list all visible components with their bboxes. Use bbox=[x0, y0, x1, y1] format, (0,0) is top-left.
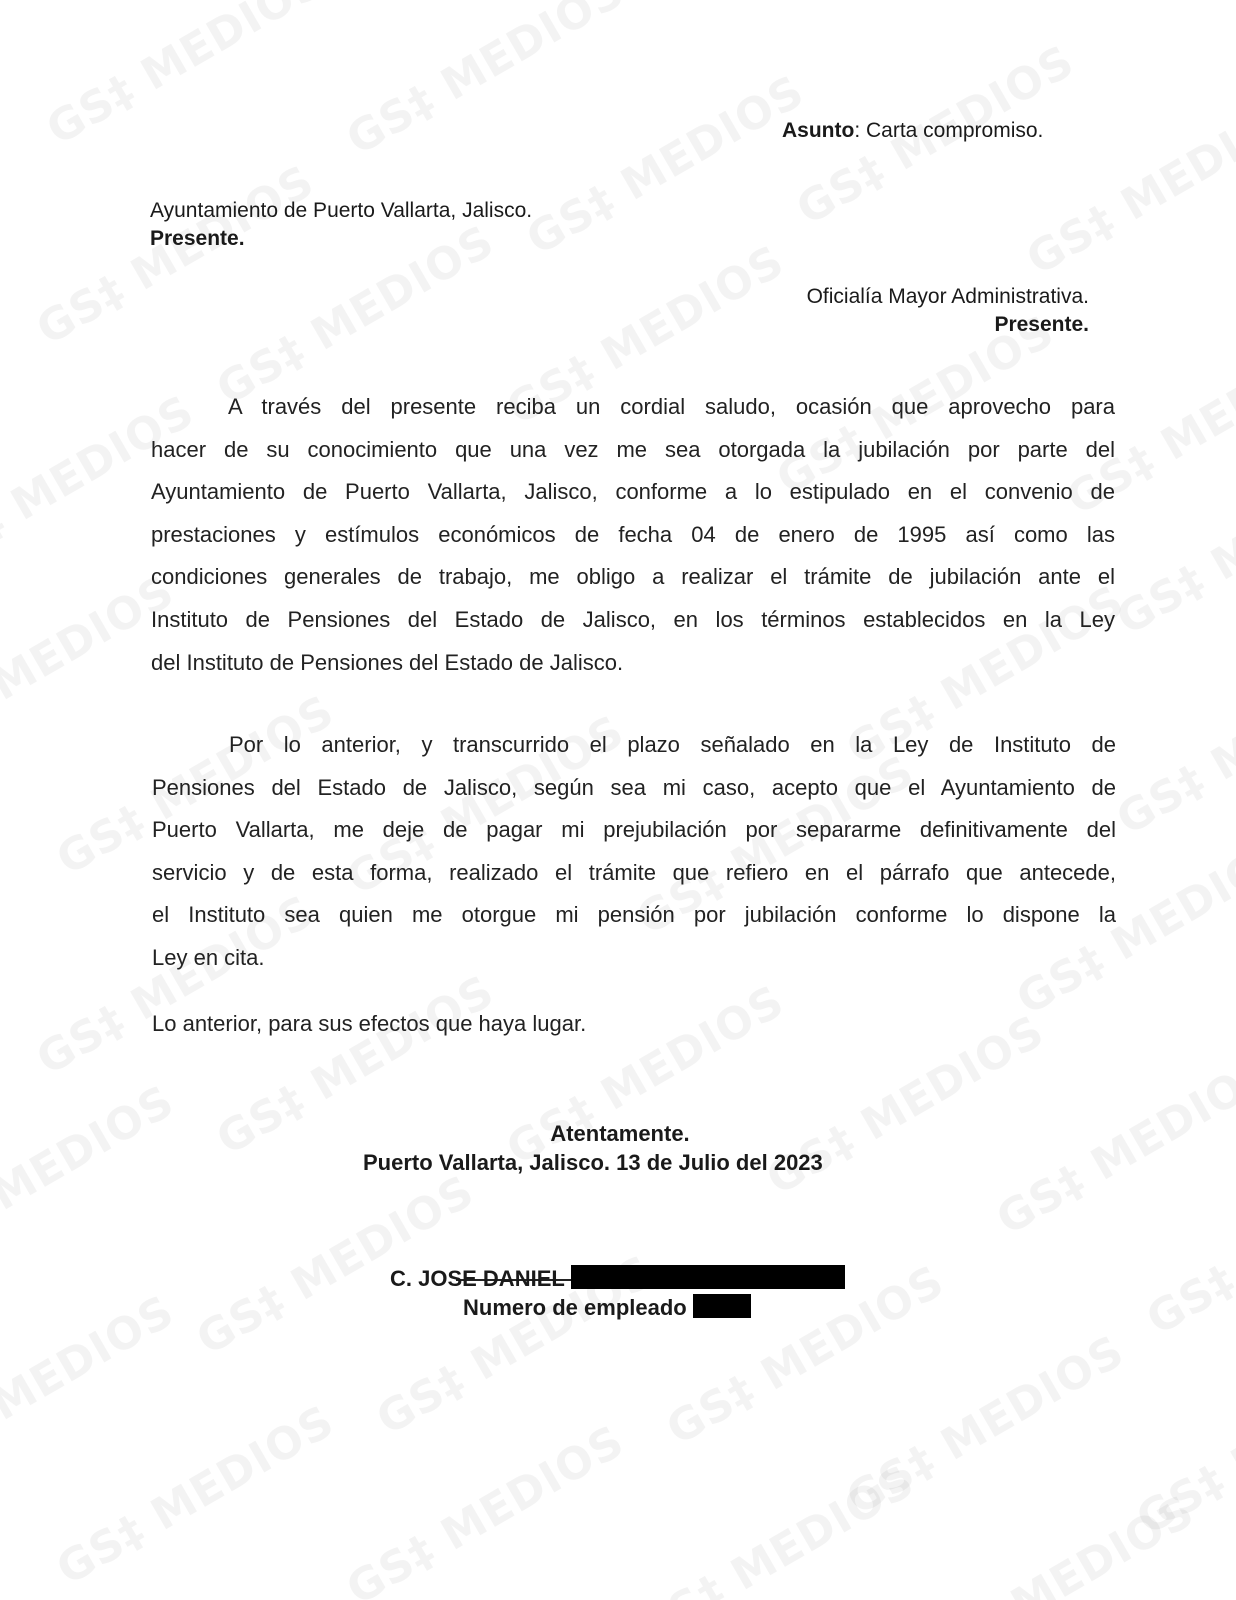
employee-number-label: Numero de empleado bbox=[463, 1295, 687, 1320]
watermark bbox=[988, 1046, 1236, 1246]
watermark bbox=[0, 1286, 183, 1486]
watermark bbox=[1018, 86, 1236, 286]
watermark bbox=[518, 66, 813, 266]
body-paragraph-2 bbox=[152, 724, 1116, 980]
closing-line: Lo anterior, para sus efectos que haya lugar. bbox=[152, 1011, 587, 1036]
watermark bbox=[0, 1076, 183, 1276]
watermark bbox=[1128, 1346, 1236, 1546]
body-paragraph-1 bbox=[151, 386, 1115, 684]
watermark bbox=[628, 1456, 923, 1600]
signer-block bbox=[390, 1265, 845, 1290]
watermark bbox=[838, 1326, 1133, 1526]
employee-number-block bbox=[463, 1294, 751, 1319]
recipient-2-presente: Presente. bbox=[994, 313, 1089, 336]
recipient-1-presente: Presente. bbox=[150, 227, 245, 250]
paragraph-line: condiciones generales de trabajo, me obligo a realizar el trámite de jubilación ante el bbox=[151, 564, 1115, 590]
paragraph-line: Por lo anterior, y transcurrido el plazo señalado en la Ley de Instituto de bbox=[229, 732, 1116, 757]
recipient-2-name: Oficialía Mayor Administrativa. bbox=[806, 285, 1089, 308]
paragraph-line: Ley en cita. bbox=[152, 944, 265, 970]
watermark bbox=[1108, 646, 1236, 846]
paragraph-line: A través del presente reciba un cordial saludo, ocasión que aprovecho para bbox=[228, 394, 1115, 419]
paragraph-line: Ayuntamiento de Puerto Vallarta, Jalisco, conforme a lo estipulado en el convenio de bbox=[151, 479, 1115, 505]
watermark bbox=[758, 1006, 1053, 1206]
paragraph-line: Puerto Vallarta, me deje de pagar mi prejubilación por separarme definitivamente del bbox=[152, 817, 1116, 843]
paragraph-line: prestaciones y estímulos económicos de fecha 04 de enero de 1995 así como las bbox=[151, 521, 1115, 547]
paragraph-line: del Instituto de Pensiones del Estado de Jalisco. bbox=[151, 649, 624, 675]
watermark bbox=[338, 0, 633, 165]
paragraph-line: Instituto de Pensiones del Estado de Jalisco, en los términos establecidos en la Ley bbox=[151, 606, 1115, 632]
watermark bbox=[38, 0, 333, 155]
subject-label: Asunto bbox=[782, 119, 855, 142]
watermark bbox=[1108, 446, 1236, 646]
watermark bbox=[28, 156, 323, 356]
paragraph-line: el Instituto sea quien me otorgue mi pensión por jubilación conforme lo dispone la bbox=[152, 902, 1116, 928]
sign-off: Atentamente. bbox=[550, 1121, 690, 1146]
watermark bbox=[908, 1486, 1203, 1600]
watermark bbox=[48, 1396, 343, 1596]
paragraph-line: servicio y de esta forma, realizado el trámite que refiero en el párrafo que antecede, bbox=[152, 859, 1116, 885]
subject-line bbox=[782, 120, 1043, 141]
redacted-surname bbox=[571, 1265, 845, 1289]
paragraph-line: Pensiones del Estado de Jalisco, según sea mi caso, acepto que el Ayuntamiento de bbox=[152, 774, 1116, 800]
watermark bbox=[338, 1416, 633, 1600]
signer-name: C. JOSE DANIEL bbox=[390, 1266, 565, 1291]
watermark bbox=[1138, 1146, 1236, 1346]
place-date: Puerto Vallarta, Jalisco. 13 de Julio del 2023 bbox=[363, 1150, 823, 1175]
redacted-employee-number bbox=[693, 1294, 751, 1318]
paragraph-line: hacer de su conocimiento que una vez me sea otorgada la jubilación por parte del bbox=[151, 436, 1115, 462]
recipient-1-name: Ayuntamiento de Puerto Vallarta, Jalisco. bbox=[150, 199, 533, 222]
subject-value: : Carta compromiso. bbox=[854, 119, 1044, 142]
